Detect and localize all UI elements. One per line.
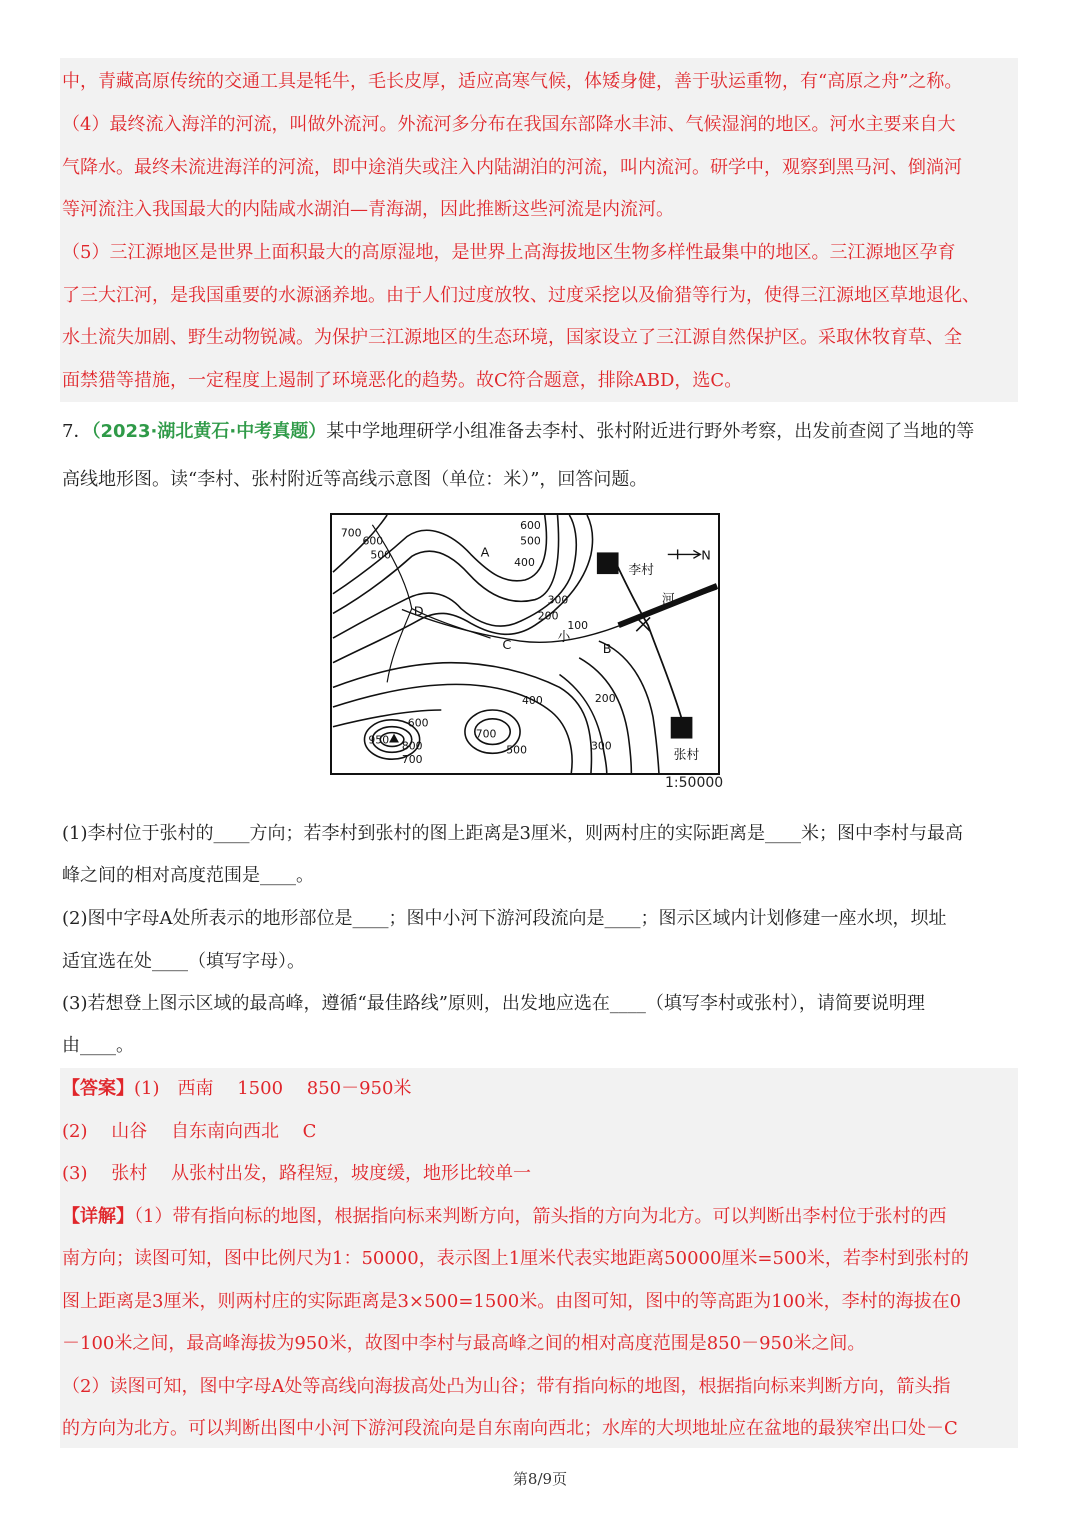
contour-label: 600	[362, 534, 384, 548]
prev-line-5: （5）三江源地区是世界上面积最大的高原湿地，是世界上高海拔地区生物多样性最集中的地区。三江源地区孕育	[62, 242, 956, 263]
contour-label: 600	[520, 518, 541, 532]
answer-line-3: (3) 张村 从张村出发，路程短，坡度缓，地形比较单一	[62, 1163, 531, 1184]
answer-line-1	[62, 1077, 411, 1101]
map-label-A: A	[480, 545, 490, 561]
contour-map	[330, 513, 720, 775]
detail-line-2: 南方向；读图可知，图中比例尺为1：50000，表示图上1厘米代表实地距离50000厘米=500米，若李村到张村的	[62, 1248, 969, 1269]
contour-label: 300	[590, 739, 612, 753]
question-stem-text: 某中学地理研学小组准备去李村、张村附近进行野外考察，出发前查阅了当地的等	[326, 421, 975, 442]
subquestion-2-line-1: (2)图中字母A处所表示的地形部位是____；图中小河下游河段流向是____；图示区域内计划修建一座水坝，坝址	[62, 908, 947, 929]
prev-line-3: 气降水。最终未流进海洋的河流，即中途消失或注入内陆湖泊的河流，叫内流河。研学中，观察到黑马河、倒淌河	[62, 157, 962, 178]
detail-line-6: 的方向为北方。可以判断出图中小河下游河段流向是自东南向西北；水库的大坝地址应在盆地的最狭窄出口处－C	[62, 1418, 958, 1439]
map-label-li-village: 李村	[628, 563, 654, 579]
prev-line-4: 等河流注入我国最大的内陆咸水湖泊—青海湖，因此推断这些河流是内流河。	[62, 199, 674, 220]
detail-line-5: （2）读图可知，图中字母A处等高线向海拔高处凸为山谷；带有指向标的地图，根据指向标来判断方向，箭头指	[62, 1376, 951, 1397]
map-label-river: 河	[661, 592, 675, 608]
subquestion-3-line-1: (3)若想登上图示区域的最高峰，遵循“最佳路线”原则，出发地应选在____（填写李村或张村），请简要说明理	[62, 993, 925, 1014]
map-label-north: N	[701, 548, 711, 564]
map-label-zhang-village: 张村	[673, 748, 700, 764]
detail-text-1: （1）带有指向标的地图，根据指向标来判断方向，箭头指的方向为北方。可以判断出李村位于张村的西	[134, 1206, 947, 1227]
contour-label: 500	[520, 534, 541, 548]
contour-label: 700	[401, 753, 423, 767]
answer-line-2: (2) 山谷 自东南向西北 C	[62, 1121, 317, 1142]
detail-tag: 【详解】	[62, 1206, 134, 1227]
contour-label: 400	[514, 556, 535, 570]
answer-tag: 【答案】	[62, 1078, 134, 1099]
prev-line-1: 中，青藏高原传统的交通工具是牦牛，毛长皮厚，适应高寒气候，体矮身健，善于驮运重物，有“高原之舟”之称。	[62, 71, 963, 92]
subquestion-1-line-1: (1)李村位于张村的____方向；若李村到张村的图上距离是3厘米，则两村庄的实际距离是____米；图中李村与最高	[62, 823, 963, 844]
subquestion-2-line-2: 适宜选在处____（填写字母）。	[62, 951, 305, 972]
road-line	[617, 564, 683, 722]
map-label-C: C	[502, 637, 512, 653]
contour-label: 200	[537, 609, 559, 623]
contour-label: 800	[401, 739, 423, 753]
question-stem-line-1	[62, 420, 974, 444]
contour-map-svg	[332, 515, 718, 773]
prev-line-2: （4）最终流入海洋的河流，叫做外流河。外流河多分布在我国东部降水丰沛、气候湿润的地区。河水主要来自大	[62, 114, 956, 135]
prev-line-8: 面禁猎等措施，一定程度上遏制了环境恶化的趋势。故C符合题意，排除ABD，选C。	[62, 370, 743, 391]
li-village-icon	[597, 552, 619, 574]
map-label-B: B	[602, 641, 612, 657]
detail-line-4: －100米之间，最高峰海拔为950米，故图中李村与最高峰之间的相对高度范围是850－950米之间。	[62, 1333, 866, 1354]
peak-icon	[389, 734, 399, 743]
subquestion-1-line-2: 峰之间的相对高度范围是____。	[62, 865, 314, 886]
contour-line	[333, 515, 546, 594]
map-label-small: 小	[557, 630, 571, 646]
answer-1: (1) 西南 1500 850－950米	[134, 1078, 412, 1099]
detail-line-3: 图上距离是3厘米，则两村庄的实际距离是3×500=1500米。由图可知，图中的等高距为100米，李村的海拔在0	[62, 1291, 962, 1312]
contour-label: 500	[370, 548, 392, 562]
page-number: 第8/9页	[512, 1470, 568, 1488]
prev-line-6: 了三大江河，是我国重要的水源涵养地。由于人们过度放牧、过度采挖以及偷猎等行为，使得三江源地区草地退化、	[62, 285, 980, 306]
question-stem-line-2: 高线地形图。读“李村、张村附近等高线示意图（单位：米）”，回答问题。	[62, 469, 648, 490]
map-scale: 1:50000	[665, 775, 724, 791]
contour-line	[387, 609, 412, 683]
map-label-D: D	[413, 604, 424, 620]
contour-label: 950	[368, 733, 390, 747]
question-source: （2023·湖北黄石·中考真题）	[91, 421, 327, 442]
contour-label: 600	[407, 716, 429, 730]
subquestion-3-line-2: 由____。	[62, 1035, 134, 1056]
contour-label: 400	[522, 694, 543, 708]
question-number: 7．	[62, 421, 92, 442]
contour-line	[599, 641, 659, 773]
contour-label: 100	[567, 619, 589, 633]
contour-label: 700	[340, 526, 362, 540]
zhang-village-icon	[671, 717, 693, 739]
prev-line-7: 水土流失加剧、野生动物锐减。为保护三江源地区的生态环境，国家设立了三江源自然保护区。采取休牧育草、全	[62, 327, 962, 348]
contour-label: 700	[475, 727, 497, 741]
previous-answer-box	[60, 58, 1018, 402]
contour-line	[559, 675, 606, 773]
contour-label: 300	[547, 593, 569, 607]
contour-label: 500	[506, 743, 527, 757]
detail-line-1	[62, 1205, 946, 1229]
contour-label: 200	[594, 692, 616, 706]
